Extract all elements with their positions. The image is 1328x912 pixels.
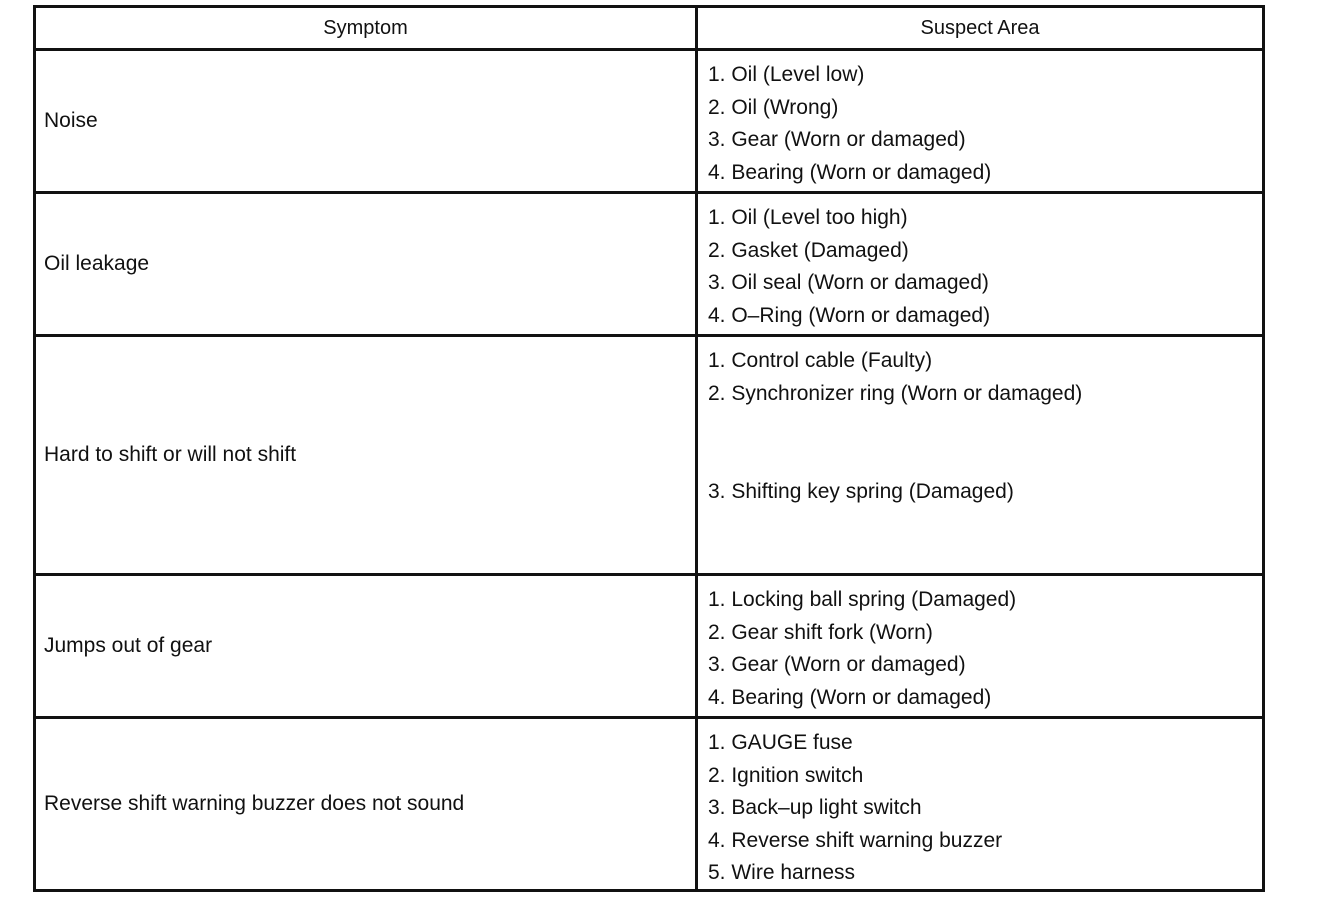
suspect-area-cell — [698, 194, 1262, 334]
table-row — [36, 719, 1262, 889]
symptom-cell: Noise — [36, 51, 698, 191]
suspect-item: 1. Oil (Level too high) — [708, 206, 908, 229]
suspect-item: 1. Oil (Level low) — [708, 63, 865, 86]
table-row — [36, 337, 1262, 576]
symptom-cell: Oil leakage — [36, 194, 698, 334]
suspect-item: 3. Oil seal (Worn or damaged) — [708, 271, 989, 295]
suspect-area-cell — [698, 719, 1262, 889]
suspect-item: 2. Synchronizer ring (Worn or damaged) — [708, 381, 1083, 405]
table-header-row — [36, 8, 1262, 51]
suspect-item: 1. GAUGE fuse — [708, 731, 853, 754]
suspect-item: 3. Gear (Worn or damaged) — [708, 128, 966, 152]
header-suspect-area: Suspect Area — [920, 16, 1040, 39]
suspect-area-cell — [698, 576, 1262, 716]
suspect-area-cell — [698, 51, 1262, 191]
troubleshooting-table — [33, 5, 1265, 892]
symptom-cell: Jumps out of gear — [36, 576, 698, 716]
suspect-item: 2. Oil (Wrong) — [708, 95, 839, 119]
suspect-item: 1. Locking ball spring (Damaged) — [708, 588, 1017, 611]
suspect-item: 4. Bearing (Worn or damaged) — [708, 685, 992, 709]
suspect-item: 2. Gear shift fork (Worn) — [708, 620, 933, 644]
suspect-item: 3. Shifting key spring (Damaged) — [708, 480, 1014, 504]
symptom-cell: Reverse shift warning buzzer does not sound — [36, 719, 698, 889]
suspect-item: 4. Reverse shift warning buzzer — [708, 828, 1003, 852]
suspect-item: 4. O–Ring (Worn or damaged) — [708, 303, 991, 327]
table-row — [36, 51, 1262, 194]
suspect-area-cell — [698, 337, 1262, 573]
suspect-item: 5. Wire harness — [708, 861, 856, 885]
suspect-item: 3. Gear (Worn or damaged) — [708, 653, 966, 677]
header-symptom: Symptom — [36, 8, 698, 48]
suspect-item: 2. Gasket (Damaged) — [708, 238, 909, 262]
suspect-item: 2. Ignition switch — [708, 763, 864, 787]
suspect-item: 1. Control cable (Faulty) — [708, 349, 933, 372]
table-row — [36, 194, 1262, 337]
symptom-cell: Hard to shift or will not shift — [36, 337, 698, 573]
suspect-item: 3. Back–up light switch — [708, 796, 922, 820]
table-row — [36, 576, 1262, 719]
suspect-item: 4. Bearing (Worn or damaged) — [708, 160, 992, 184]
